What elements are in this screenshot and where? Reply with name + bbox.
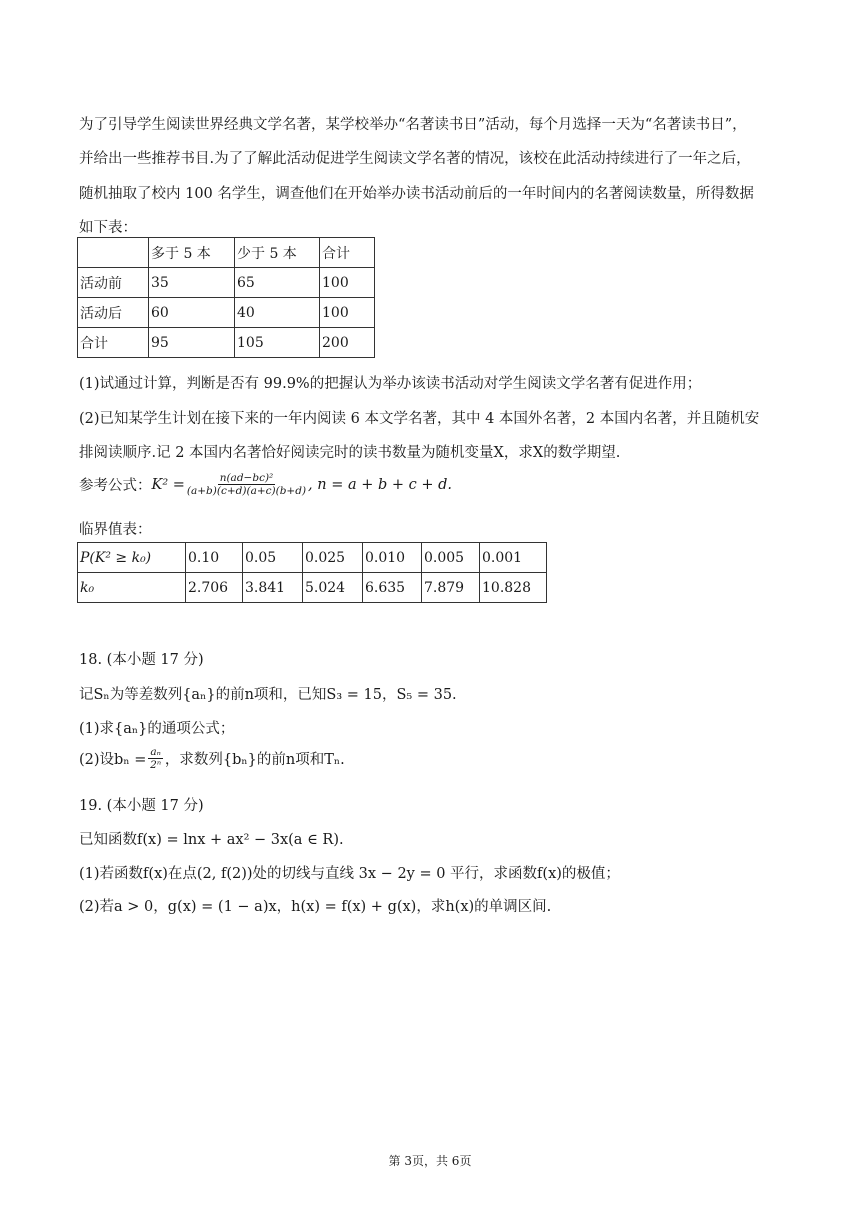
critical-table-label: 临界值表：	[79, 522, 152, 538]
table-row	[78, 573, 547, 603]
table-cell: 100	[320, 298, 375, 328]
table-row	[78, 268, 375, 298]
formula-denominator: (a+b)(c+d)(a+c)(b+d)	[186, 485, 307, 497]
q17-part2-line1: (2)已知某学生计划在接下来的一年内阅读 6 本文学名著，其中 4 本国外名著，2 本国内名著，并且随机安	[79, 411, 760, 427]
formula-numerator: n(ad−bc)²	[219, 472, 274, 484]
table-cell: 200	[320, 328, 375, 358]
table-cell: 0.025	[303, 543, 363, 573]
formula-label: 参考公式：	[79, 478, 152, 494]
intro-line-2: 并给出一些推荐书目.为了了解此活动促进学生阅读文学名著的情况，该校在此活动持续进行了一年之后，	[79, 151, 751, 167]
page-footer: 第 3页，共 6页	[388, 1154, 472, 1168]
table-cell: 0.005	[422, 543, 480, 573]
q18-part1: (1)求{aₙ}的通项公式；	[79, 721, 235, 737]
q17-part1: (1)试通过计算，判断是否有 99.9%的把握认为举办该读书活动对学生阅读文学名著有促进作用；	[79, 376, 702, 392]
table-cell: 7.879	[422, 573, 480, 603]
table-cell	[78, 238, 149, 268]
table-cell: 105	[235, 328, 320, 358]
table-cell: 活动前	[78, 268, 149, 298]
table-row	[78, 543, 547, 573]
table-cell: 0.010	[363, 543, 422, 573]
q19-part1: (1)若函数f(x)在点(2, f(2))处的切线与直线 3x − 2y = 0 平行，求函数f(x)的极值；	[79, 866, 620, 882]
table-cell: 0.05	[243, 543, 303, 573]
table-cell: 多于 5 本	[149, 238, 235, 268]
q18-fraction-numerator: aₙ	[150, 746, 161, 758]
table-cell: 0.10	[186, 543, 243, 573]
q18-fraction	[148, 746, 163, 771]
table-cell: 40	[235, 298, 320, 328]
q18-part2-pre: (2)设bₙ =	[79, 752, 147, 768]
reference-formula	[79, 472, 452, 497]
formula-lhs: K² =	[151, 476, 185, 493]
q19-part2: (2)若a > 0，g(x) = (1 − a)x，h(x) = f(x) + g(x)，求h(x)的单调区间.	[79, 899, 552, 915]
table-cell: k₀	[78, 573, 186, 603]
table-cell: 95	[149, 328, 235, 358]
formula-rhs: , n = a + b + c + d.	[308, 476, 453, 493]
intro-line-4: 如下表：	[79, 220, 137, 236]
table-cell: 合计	[78, 328, 149, 358]
q19-title: 19. (本小题 17 分)	[79, 798, 204, 814]
reading-survey-table	[77, 237, 375, 358]
q18-title: 18. (本小题 17 分)	[79, 652, 204, 668]
table-cell: 3.841	[243, 573, 303, 603]
q18-part2	[79, 746, 345, 771]
table-cell: P(K² ≥ k₀)	[78, 543, 186, 573]
q18-stem: 记Sₙ为等差数列{aₙ}的前n项和，已知S₃ = 15，S₅ = 35.	[79, 687, 457, 703]
table-cell: 100	[320, 268, 375, 298]
critical-value-table	[77, 542, 547, 603]
q18-part2-post: ，求数列{bₙ}的前n项和Tₙ.	[164, 752, 345, 768]
table-header-row	[78, 238, 375, 268]
intro-line-1: 为了引导学生阅读世界经典文学名著，某学校举办“名著读书日”活动，每个月选择一天为“名著读书日”，	[79, 117, 747, 133]
table-cell: 10.828	[480, 573, 547, 603]
table-cell: 5.024	[303, 573, 363, 603]
formula-fraction	[187, 472, 306, 497]
table-cell: 35	[149, 268, 235, 298]
q19-stem: 已知函数f(x) = lnx + ax² − 3x(a ∈ R).	[79, 832, 344, 848]
table-row	[78, 298, 375, 328]
table-cell: 活动后	[78, 298, 149, 328]
table-cell: 0.001	[480, 543, 547, 573]
table-row	[78, 328, 375, 358]
table-cell: 少于 5 本	[235, 238, 320, 268]
q17-part2-line2: 排阅读顺序.记 2 本国内名著恰好阅读完时的读书数量为随机变量X，求X的数学期望.	[79, 445, 621, 461]
table-cell: 2.706	[186, 573, 243, 603]
table-cell: 合计	[320, 238, 375, 268]
table-cell: 60	[149, 298, 235, 328]
q18-fraction-denominator: 2ⁿ	[150, 759, 162, 771]
table-cell: 65	[235, 268, 320, 298]
intro-line-3: 随机抽取了校内 100 名学生，调查他们在开始举办读书活动前后的一年时间内的名著阅读数量，所得数据	[79, 186, 754, 202]
table-cell: 6.635	[363, 573, 422, 603]
